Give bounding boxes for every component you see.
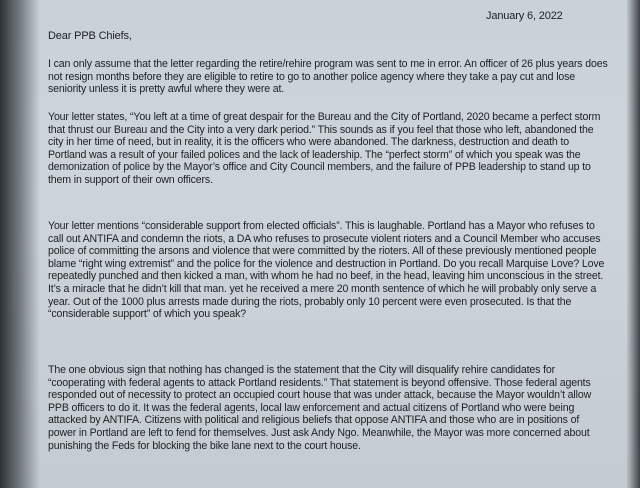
paragraph-3: Your letter mentions “considerable support from elected officials”. This is laughable. Portland has a Mayor who refuses to call out ANTIFA and condemn the riots, a DA who refuses to prosecute violent rioters and a Council Member who accuses police of committing the arsons and violence that were committed by the rioters. All of these previously mentioned people blame “right wing extremist” and the police for the violence and destruction in Portland. Do you recall Marquise Love? Love repeatedly punched and then kicked a man, with whom he had no beef, in the head, leaving him unconscious in the street. It’s a miracle that he didn’t kill that man. yet he received a mere 20 month sentence of which he will probably only serve a year. Out of the 1000 plus arrests made during the riots, probably only 10 percent were even prosecuted. Is that the “considerable support” of which you speak? [48,220,605,321]
letter-page [44,0,624,488]
paragraph-1: I can only assume that the letter regarding the retire/rehire program was sent to me in error. An officer of 26 plus years does not resign months before they are eligible to retire to go to another police agency where they take a pay cut and lose seniority unless it is pretty awful where they were at. [48,58,608,96]
right-shadow [626,0,640,488]
letter-date: January 6, 2022 [486,10,563,22]
letter-salutation: Dear PPB Chiefs, [48,30,132,42]
left-shadow [0,0,40,488]
paragraph-4: The one obvious sign that nothing has changed is the statement that the City will disqualify rehire candidates for “cooperating with federal agents to attack Portland residents.” That statement is beyond offensive. Those federal agents responded out of necessity to protect an occupied court house that was under attack, because the Mayor wouldn’t allow PPB officers to do it. It was the federal agents, local law enforcement and actual citizens of Portland who were being attacked by ANTIFA. Citizens with political and religious beliefs that oppose ANTIFA and those who are in positions of power in Portland are left to fend for themselves. Just ask Andy Ngo. Meanwhile, the Mayor was more concerned about punishing the Feds for blocking the bike lane next to the court house. [48,364,592,452]
paragraph-2: Your letter states, “You left at a time of great despair for the Bureau and the City of Portland, 2020 became a perfect storm that thrust our Bureau and the City into a very dark period.” This sounds as if you feel that those who left, abandoned the city in her time of need, but in reality, it is the officers who were abandoned. The darkness, destruction and death to Portland was a result of your failed polices and the lack of leadership. The “perfect storm” of which you speak was the demonization of police by the Mayor’s office and City Council members, and the failure of PPB leadership to stand up to them in support of their own officers. [48,111,601,186]
